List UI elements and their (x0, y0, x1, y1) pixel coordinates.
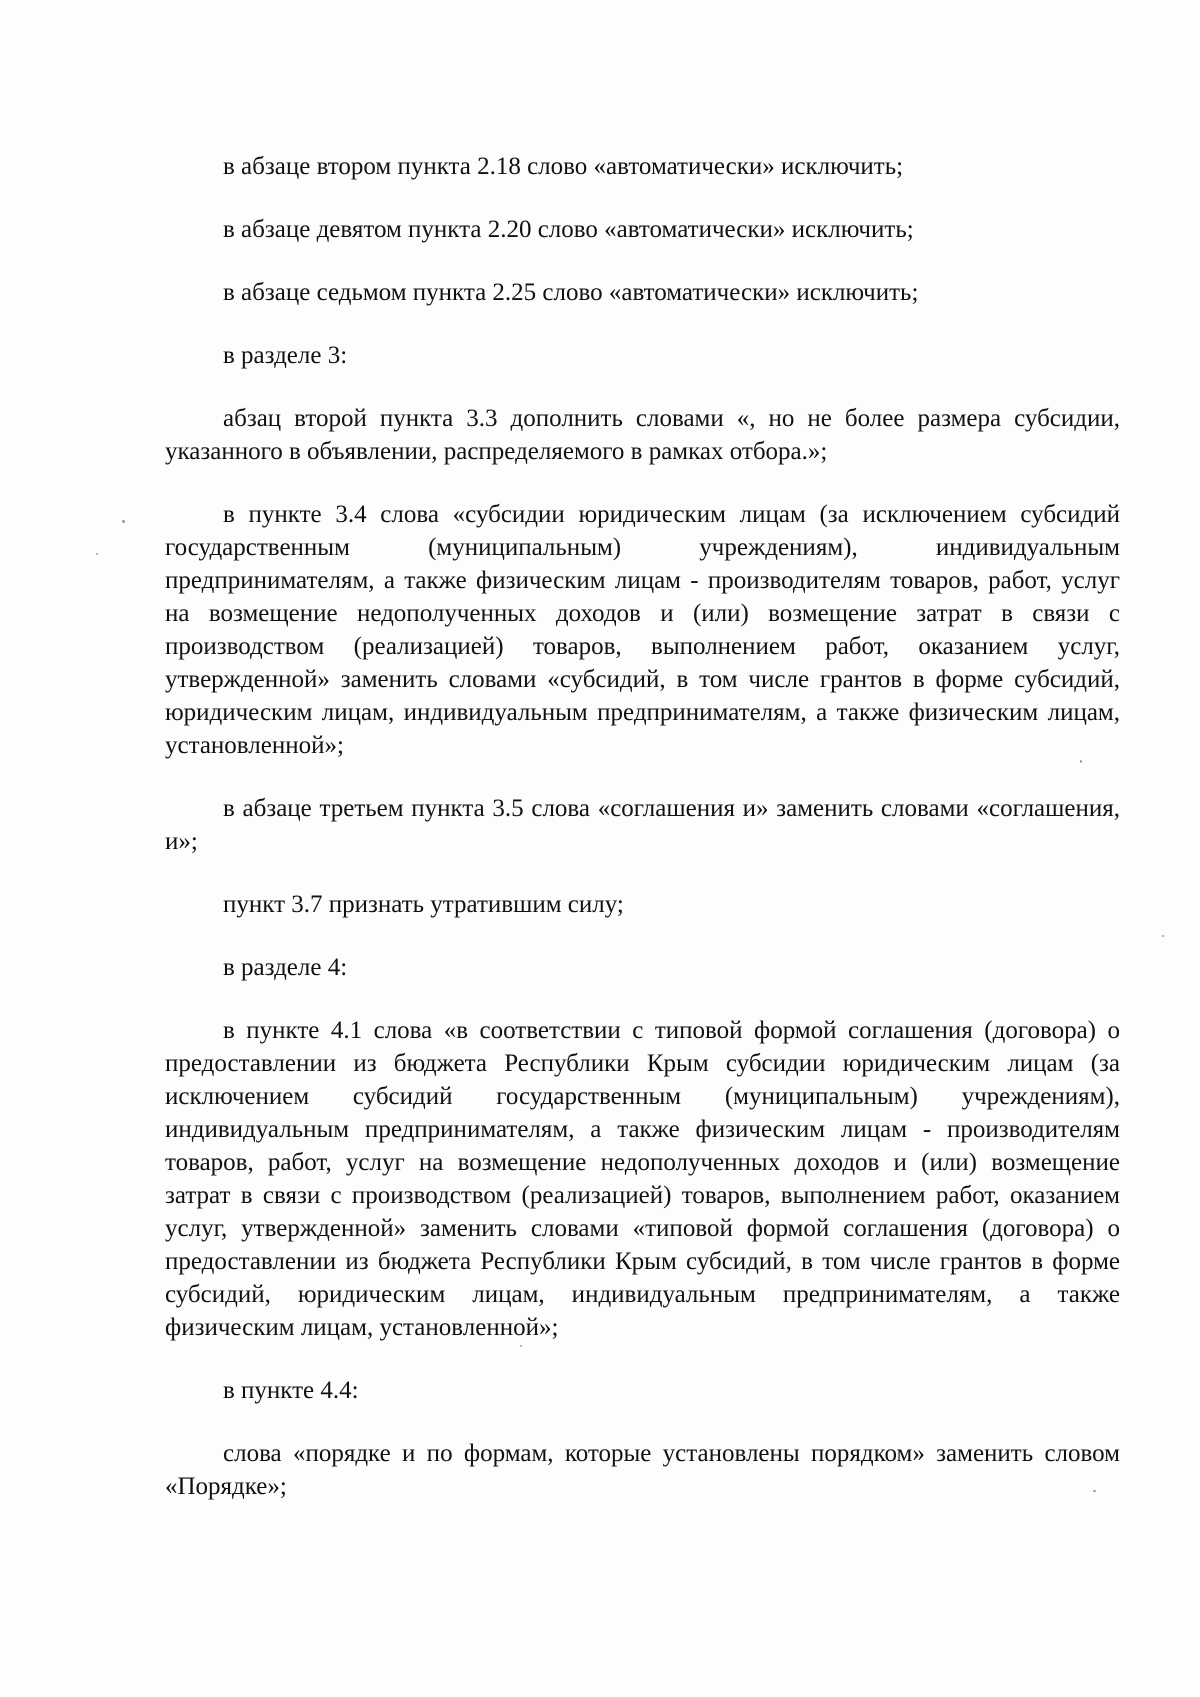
section-3-heading: в разделе 3: (223, 342, 348, 369)
paragraph-2-18: в абзаце втором пункта 2.18 слово «автоматически» исключить; (223, 153, 904, 180)
paragraph-2-25: в абзаце седьмом пункта 2.25 слово «автоматически» исключить; (223, 279, 919, 306)
document-body (165, 150, 1120, 1533)
scan-speck (122, 520, 125, 523)
scan-speck (1162, 935, 1164, 937)
scan-speck (1080, 760, 1082, 763)
scan-speck (96, 553, 98, 555)
section-4-4-heading: в пункте 4.4: (223, 1377, 359, 1404)
paragraph-3-3: абзац второй пункта 3.3 дополнить словами «, но не более размера субсидии, указанного в объявлении, распределяемого в рамках отбора.»; (165, 405, 1120, 465)
paragraph-4-4-words: слова «порядке и по формам, которые установлены порядком» заменить словом «Порядке»; (165, 1440, 1120, 1500)
paragraph-4-1: в пункте 4.1 слова «в соответствии с типовой формой соглашения (договора) о предоставлении из бюджета Республики Крым субсидии юридическим лицам (за исключением субсидий государственным (муниципальным) учреждениям), индивидуальным предпринимателям, а также физическим лицам - производителям товаров, работ, услуг на возмещение недополученных доходов и (или) возмещение затрат в связи с производством (реализацией) товаров, выполнением работ, оказанием услуг, утвержденной» заменить словами «типовой формой соглашения (договора) о предоставлении из бюджета Республики Крым субсидий, в том числе грантов в форме субсидий, юридическим лицам, индивидуальным предпринимателям, а также физическим лицам, установленной»; (165, 1017, 1120, 1341)
scan-speck (520, 1345, 522, 1347)
paragraph-3-5: в абзаце третьем пункта 3.5 слова «соглашения и» заменить словами «соглашения, и»; (165, 795, 1120, 855)
paragraph-3-4: в пункте 3.4 слова «субсидии юридическим лицам (за исключением субсидий государственным (муниципальным) учреждениям), индивидуальным предпринимателям, а также физическим лицам - производителям товаров, работ, услуг на возмещение недополученных доходов и (или) возмещение затрат в связи с производством (реализацией) товаров, выполнением работ, оказанием услуг, утвержденной» заменить словами «субсидий, в том числе грантов в форме субсидий, юридическим лицам, индивидуальным предпринимателям, а также физическим лицам, установленной»; (165, 501, 1120, 759)
paragraph-2-20: в абзаце девятом пункта 2.20 слово «автоматически» исключить; (223, 216, 914, 243)
paragraph-3-7: пункт 3.7 признать утратившим силу; (223, 891, 624, 918)
scan-speck (1093, 1490, 1096, 1492)
section-4-heading: в разделе 4: (223, 954, 348, 981)
